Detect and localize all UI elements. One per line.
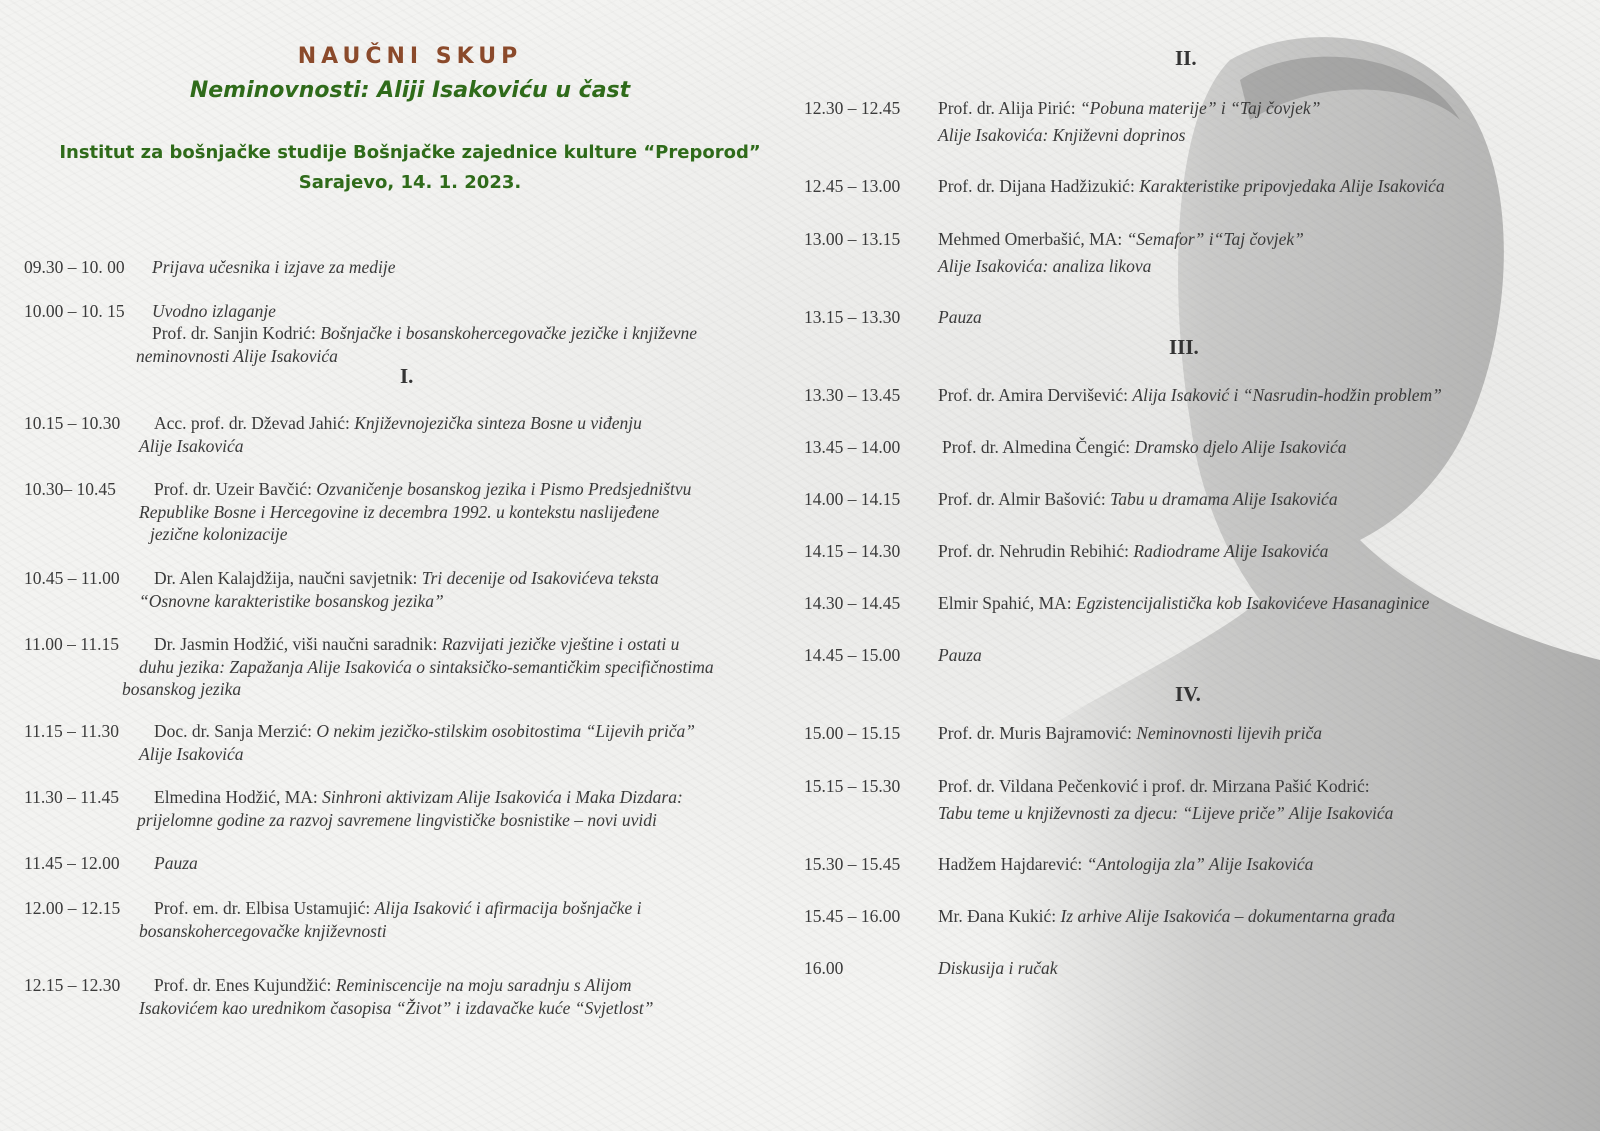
talk-title: Ozvaničenje bosanskog jezika i Pismo Predsjedništvu bbox=[316, 479, 692, 499]
talk-title: Pauza bbox=[938, 645, 982, 665]
speaker-name: Dr. Jasmin Hodžić, viši naučni saradnik: bbox=[154, 634, 438, 654]
time-slot: 14.15 – 14.30 bbox=[804, 541, 901, 561]
time-slot: 13.30 – 13.45 bbox=[804, 385, 901, 405]
speaker-name: Doc. dr. Sanja Merzić: bbox=[154, 721, 312, 741]
time-slot: 13.45 – 14.00 bbox=[804, 437, 901, 457]
speaker-name: Prof. dr. Vildana Pečenković i prof. dr. Mirzana Pašić Kodrić: bbox=[938, 776, 1370, 796]
talk-title: Tabu u dramama Alije Isakovića bbox=[1110, 489, 1338, 509]
speaker-name: Dr. Alen Kalajdžija, naučni savjetnik: bbox=[154, 568, 418, 588]
time-slot: 13.15 – 13.30 bbox=[804, 307, 901, 327]
speaker-name: Mehmed Omerbašić, MA: bbox=[938, 229, 1123, 249]
talk-title: Književnojezička sinteza Bosne u viđenju bbox=[354, 413, 642, 433]
time-slot: 15.15 – 15.30 bbox=[804, 776, 901, 796]
time-slot: 11.15 – 11.30 bbox=[24, 721, 119, 741]
speaker-name: Hadžem Hajdarević: bbox=[938, 854, 1083, 874]
time-slot: 10.00 – 10. 15 bbox=[24, 301, 125, 321]
time-slot: 09.30 – 10. 00 bbox=[24, 257, 125, 277]
time-slot: 12.45 – 13.00 bbox=[804, 176, 901, 196]
speaker-name: Prof. dr. Alija Pirić: bbox=[938, 98, 1076, 118]
talk-title: Neminovnosti lijevih priča bbox=[1136, 723, 1322, 743]
speaker-name: Prof. dr. Almedina Čengić: bbox=[942, 437, 1131, 457]
time-slot: 12.15 – 12.30 bbox=[24, 975, 121, 995]
speaker-name: Mr. Đana Kukić: bbox=[938, 906, 1057, 926]
talk-title: Prijava učesnika i izjave za medije bbox=[152, 257, 396, 277]
talk-title: Sinhroni aktivizam Alije Isakovića i Maka Dizdara: bbox=[322, 787, 683, 807]
speaker-name: Prof. dr. Almir Bašović: bbox=[938, 489, 1106, 509]
event-subtitle: Neminovnosti: Aliji Isakoviću u čast bbox=[189, 78, 631, 103]
talk-title: Karakteristike pripovjedaka Alije Isakovića bbox=[1139, 176, 1445, 196]
time-slot: 11.30 – 11.45 bbox=[24, 787, 119, 807]
talk-title: Iz arhive Alije Isakovića – dokumentarna građa bbox=[1060, 906, 1396, 926]
time-slot: 10.45 – 11.00 bbox=[24, 568, 120, 588]
time-slot: 11.45 – 12.00 bbox=[24, 853, 120, 873]
time-slot: 10.30– 10.45 bbox=[24, 479, 116, 499]
talk-title-continued: prijelomne godine za razvoj savremene lingvističke bosnistike – novi uvidi bbox=[137, 809, 657, 830]
section-heading-3: III. bbox=[1169, 335, 1199, 359]
time-slot: 11.00 – 11.15 bbox=[24, 634, 119, 654]
talk-title: Radiodrame Alije Isakovića bbox=[1133, 541, 1329, 561]
time-slot: 14.00 – 14.15 bbox=[804, 489, 901, 509]
speaker-name: Prof. dr. Sanjin Kodrić: bbox=[152, 323, 316, 343]
talk-title: Diskusija i ručak bbox=[938, 958, 1058, 978]
speaker-name: Prof. dr. Uzeir Bavčić: bbox=[154, 479, 312, 499]
event-title: NAUČNI SKUP bbox=[297, 44, 523, 69]
talk-title: “Antologija zla” Alije Isakovića bbox=[1086, 854, 1314, 874]
talk-title-continued: bosanskog jezika bbox=[122, 679, 242, 699]
time-slot: 16.00 bbox=[804, 958, 844, 978]
talk-title-continued: Alije Isakovića: analiza likova bbox=[938, 255, 1152, 276]
speaker-name: Elmedina Hodžić, MA: bbox=[154, 787, 318, 807]
time-slot: 14.30 – 14.45 bbox=[804, 593, 901, 613]
talk-title-continued: Alije Isakovića bbox=[139, 435, 244, 456]
section-heading-1: I. bbox=[400, 364, 414, 388]
section-heading-4: IV. bbox=[1175, 682, 1201, 706]
talk-title-continued: “Osnovne karakteristike bosanskog jezika” bbox=[139, 590, 444, 611]
speaker-name: Prof. dr. Enes Kujundžić: bbox=[154, 975, 332, 995]
talk-title: Razvijati jezičke vještine i ostati u bbox=[441, 634, 680, 654]
talk-title: Pauza bbox=[938, 307, 982, 327]
talk-title-continued: Alije Isakovića: Književni doprinos bbox=[938, 124, 1186, 145]
speaker-name: Prof. dr. Nehrudin Rebihić: bbox=[938, 541, 1130, 561]
talk-title: O nekim jezičko-stilskim osobitostima “Lijevih priča” bbox=[316, 721, 695, 741]
talk-title-continued: Tabu teme u književnosti za djecu: “Lijeve priče” Alije Isakovića bbox=[938, 802, 1394, 823]
speaker-name: Acc. prof. dr. Dževad Jahić: bbox=[154, 413, 350, 433]
talk-title: Reminiscencije na moju saradnju s Alijom bbox=[335, 975, 632, 995]
speaker-name: Prof. dr. Muris Bajramović: bbox=[938, 723, 1132, 743]
talk-title-continued: Republike Bosne i Hercegovine iz decembra 1992. u kontekstu naslijeđene bbox=[139, 501, 660, 522]
talk-title-continued: bosanskohercegovačke književnosti bbox=[139, 920, 387, 941]
place-date: Sarajevo, 14. 1. 2023. bbox=[298, 172, 522, 193]
institution-name: Institut za bošnjačke studije Bošnjačke zajednice kulture “Preporod” bbox=[59, 142, 761, 163]
talk-title-continued: Alije Isakovića bbox=[139, 743, 244, 764]
talk-title-continued: jezične kolonizacije bbox=[150, 524, 288, 544]
talk-title-continued: neminovnosti Alije Isakovića bbox=[136, 345, 338, 366]
speaker-name: Prof. em. dr. Elbisa Ustamujić: bbox=[154, 898, 371, 918]
section-heading-2: II. bbox=[1175, 46, 1197, 70]
talk-title: Egzistencijalistička kob Isakovićeve Hasanaginice bbox=[1076, 593, 1430, 613]
talk-title: Bošnjačke i bosanskohercegovačke jezičke i književne bbox=[320, 323, 698, 343]
time-slot: 15.45 – 16.00 bbox=[804, 906, 901, 926]
talk-title: Uvodno izlaganje bbox=[152, 301, 276, 321]
speaker-name: Prof. dr. Dijana Hadžizukić: bbox=[938, 176, 1135, 196]
speaker-name: Elmir Spahić, MA: bbox=[938, 593, 1072, 613]
talk-title: Pauza bbox=[154, 853, 198, 873]
time-slot: 12.30 – 12.45 bbox=[804, 98, 901, 118]
talk-title: Dramsko djelo Alije Isakovića bbox=[1134, 437, 1347, 457]
talk-title: Alija Isaković i “Nasrudin-hodžin problem” bbox=[1132, 385, 1442, 405]
talk-title: “Pobuna materije” i “Taj čovjek” bbox=[1079, 98, 1321, 118]
talk-title: Alija Isaković i afirmacija bošnjačke i bbox=[374, 898, 642, 918]
time-slot: 14.45 – 15.00 bbox=[804, 645, 901, 665]
time-slot: 12.00 – 12.15 bbox=[24, 898, 121, 918]
time-slot: 15.30 – 15.45 bbox=[804, 854, 901, 874]
time-slot: 10.15 – 10.30 bbox=[24, 413, 121, 433]
talk-title: “Semafor” i“Taj čovjek” bbox=[1126, 229, 1304, 249]
talk-title-continued: Isakovićem kao urednikom časopisa “Život” i izdavačke kuće “Svjetlost” bbox=[139, 997, 654, 1018]
talk-title-continued: duhu jezika: Zapažanja Alije Isakovića o sintaksičko-semantičkim specifičnostima bbox=[139, 656, 714, 677]
talk-title: Tri decenije od Isakovićeva teksta bbox=[421, 568, 659, 588]
speaker-name: Prof. dr. Amira Dervišević: bbox=[938, 385, 1129, 405]
time-slot: 13.00 – 13.15 bbox=[804, 229, 901, 249]
time-slot: 15.00 – 15.15 bbox=[804, 723, 901, 743]
